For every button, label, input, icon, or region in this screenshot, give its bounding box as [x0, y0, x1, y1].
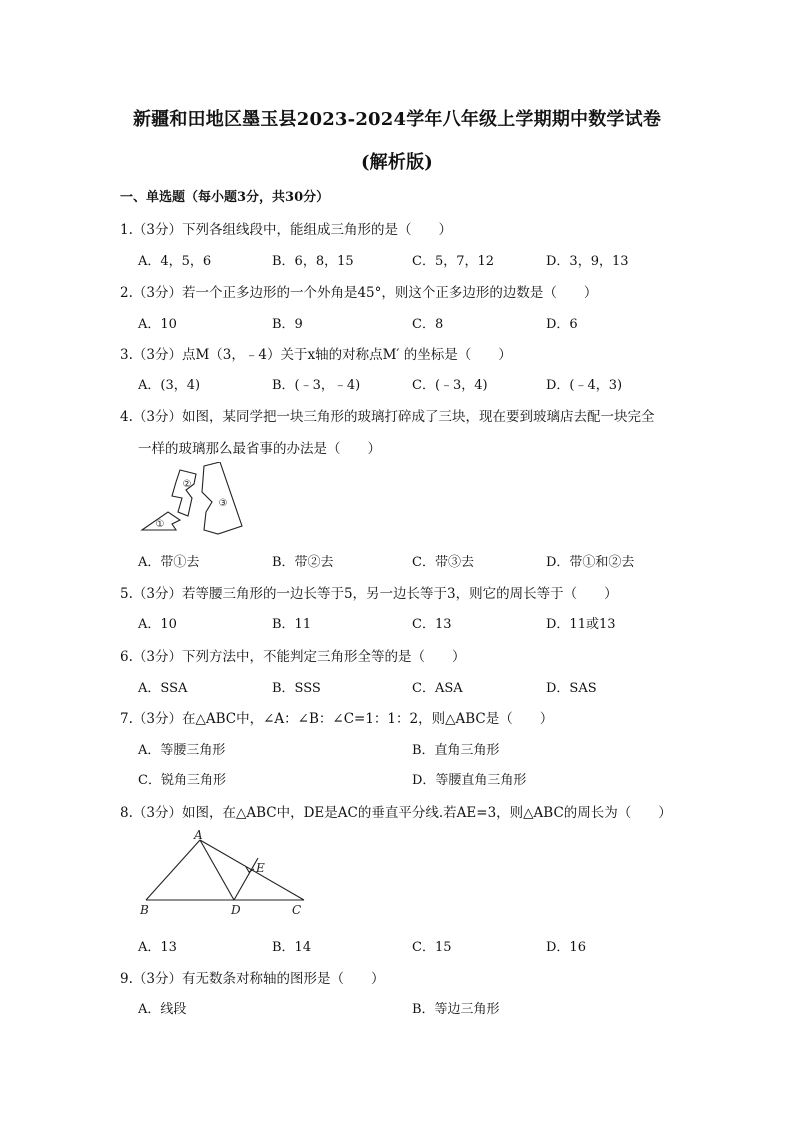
q7-option-d: D．等腰直角三角形 [412, 773, 527, 788]
q9-option-a: A．线段 [138, 1002, 187, 1017]
broken-glass-figure [138, 462, 250, 542]
q2-option-b: B．9 [272, 317, 303, 332]
q1-option-d: D．3，9，13 [546, 254, 629, 269]
q6-option-a: A．SSA [138, 681, 188, 696]
question-8-stem: 8.（3分）如图，在△ABC中，DE是AC的垂直平分线.若AE=3，则△ABC的周长为（ ） [120, 805, 672, 821]
q5-option-d: D．11或13 [546, 617, 616, 632]
question-4-stem: 4.（3分）如图，某同学把一块三角形的玻璃打碎成了三块，现在要到玻璃店去配一块完全 [120, 409, 655, 425]
q3-option-b: B．(﹣3，﹣4) [272, 378, 361, 393]
q8-option-c: C．15 [412, 940, 452, 955]
q5-option-c: C．13 [412, 617, 452, 632]
q2-option-c: C．8 [412, 317, 444, 332]
title-line-2: (解析版) [360, 152, 434, 173]
q1-option-b: B．6，8，15 [272, 254, 354, 269]
segment-de [234, 858, 258, 900]
label-e: E [256, 861, 265, 875]
title-line-1: 新疆和田地区墨玉县2023-2024学年八年级上学期期中数学试卷 [132, 109, 662, 130]
q7-option-b: B．直角三角形 [412, 743, 500, 758]
q2-option-a: A．10 [138, 317, 177, 332]
triangle-abc-figure [136, 830, 316, 922]
q4-option-d: D．带①和②去 [546, 555, 635, 570]
question-9-stem: 9.（3分）有无数条对称轴的图形是（ ） [120, 971, 385, 987]
question-7-stem: 7.（3分）在△ABC中，∠A：∠B：∠C=1：1：2，则△ABC是（ ） [120, 711, 554, 727]
question-4-stem-cont: 一样的玻璃那么最省事的办法是（ ） [138, 441, 381, 457]
q1-option-a: A．4，5，6 [138, 254, 212, 269]
section-heading: 一、单选题（每小题3分，共30分） [120, 190, 330, 205]
label-b: B [140, 903, 149, 917]
side-ab [146, 840, 200, 900]
q4-option-b: B．带②去 [272, 555, 334, 570]
question-6-stem: 6.（3分）下列方法中，不能判定三角形全等的是（ ） [120, 649, 466, 665]
q8-option-a: A．13 [138, 940, 177, 955]
piece-2-label: ② [182, 479, 192, 490]
q3-option-c: C．(﹣3，4) [412, 378, 488, 393]
q9-option-b: B．等边三角形 [412, 1002, 500, 1017]
q3-option-d: D．(﹣4，3) [546, 378, 623, 393]
q8-option-b: B．14 [272, 940, 312, 955]
question-3-stem: 3.（3分）点M（3，﹣4）关于x轴的对称点M′ 的坐标是（ ） [120, 347, 512, 363]
piece-1-label: ① [155, 519, 165, 530]
q6-option-d: D．SAS [546, 681, 597, 696]
q1-option-c: C．5，7，12 [412, 254, 495, 269]
q3-option-a: A．(3，4) [138, 378, 201, 393]
q7-option-c: C．锐角三角形 [138, 773, 226, 788]
q4-option-c: C．带③去 [412, 555, 474, 570]
q7-option-a: A．等腰三角形 [138, 743, 226, 758]
q4-option-a: A．带①去 [138, 555, 200, 570]
piece-3-label: ③ [218, 498, 228, 509]
segment-ad [200, 840, 234, 900]
q6-option-b: B．SSS [272, 681, 321, 696]
q5-option-b: B．11 [272, 617, 312, 632]
label-d: D [231, 903, 241, 917]
q8-option-d: D．16 [546, 940, 586, 955]
glass-piece-2 [172, 470, 196, 516]
q5-option-a: A．10 [138, 617, 177, 632]
label-a: A [194, 830, 203, 842]
question-1-stem: 1.（3分）下列各组线段中，能组成三角形的是（ ） [120, 222, 452, 238]
label-c: C [292, 903, 302, 917]
q6-option-c: C．ASA [412, 681, 463, 696]
question-2-stem: 2.（3分）若一个正多边形的一个外角是45°，则这个正多边形的边数是（ ） [120, 285, 598, 301]
question-5-stem: 5.（3分）若等腰三角形的一边长等于5，另一边长等于3，则它的周长等于（ ） [120, 586, 618, 602]
q2-option-d: D．6 [546, 317, 578, 332]
